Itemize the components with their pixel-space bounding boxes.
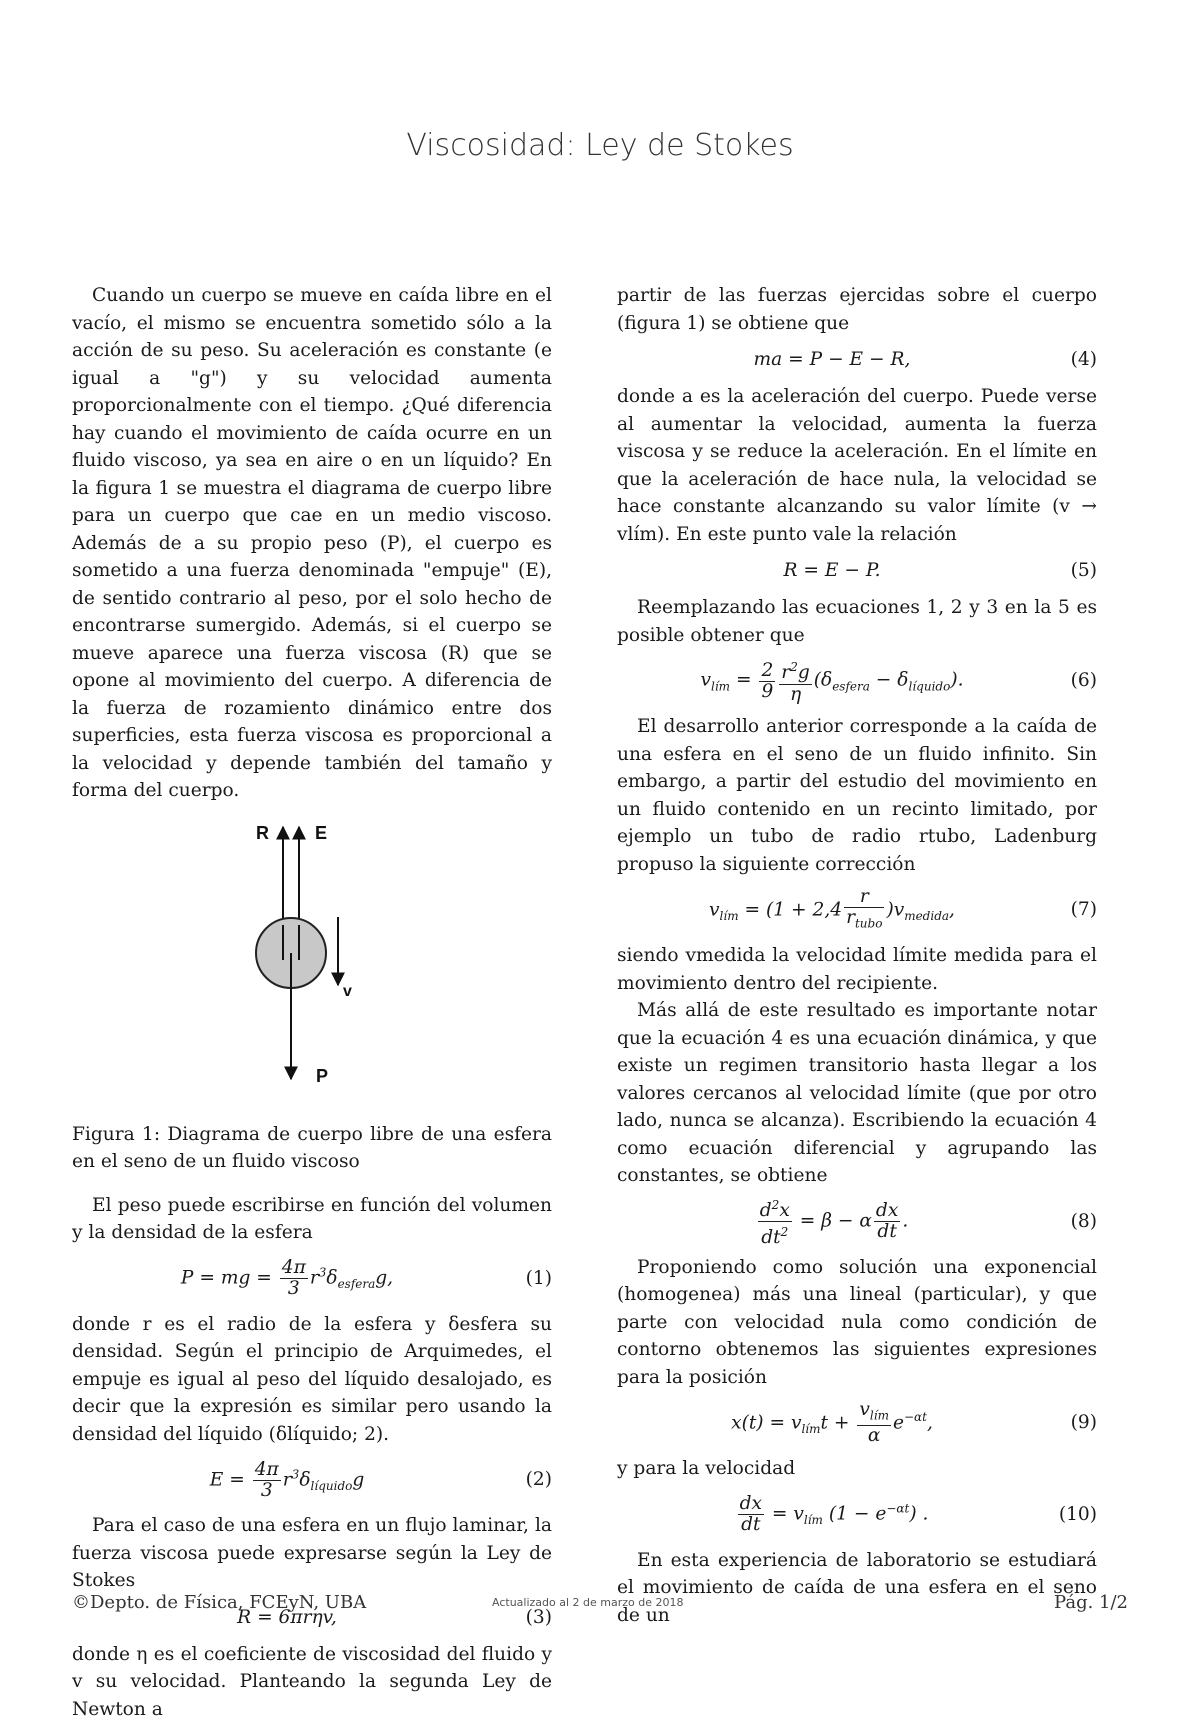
left-column xyxy=(72,282,552,1723)
equation-8-number: (8) xyxy=(1047,1208,1097,1236)
page-footer xyxy=(72,1592,1128,1622)
figure-1 xyxy=(72,805,552,1117)
solution-paragraph: Proponiendo como solución una exponencial (homogenea) más una lineal (particular), y que parte con velocidad nula como condición de contorno obtenemos las siguientes expresiones para la posición xyxy=(617,1254,1097,1392)
equation-4-number: (4) xyxy=(1047,346,1097,374)
equation-3: R = 6πrηv, (3) xyxy=(72,1595,552,1641)
equation-6-number: (6) xyxy=(1047,667,1097,695)
density-paragraph: donde r es el radio de la esfera y δesfera su densidad. Según el principio de Arquimedes, el empuje es igual al peso del líquido desalojado, es decir que la expresión es similar pero usando la densidad del líquido (δlíquido; 2). xyxy=(72,1311,552,1449)
label-p: P xyxy=(316,1066,328,1086)
equation-2: E = $\frac{4\pi}{3}$ $r^3\delta_{líquido}g$ (2) xyxy=(72,1448,552,1512)
equation-9-number: (9) xyxy=(1047,1409,1097,1437)
measured-velocity-paragraph: siendo vmedida la velocidad límite medida para el movimiento dentro del recipiente. xyxy=(617,942,1097,997)
replace-paragraph: Reemplazando las ecuaciones 1, 2 y 3 en la 5 es posible obtener que xyxy=(617,594,1097,649)
label-e: E xyxy=(315,823,327,843)
equation-3-number: (3) xyxy=(502,1604,552,1632)
transient-paragraph: Más allá de este resultado es importante notar que la ecuación 4 es una ecuación dinámica, y que existe un regimen transitorio hasta llegar a los valores cercanos al velocidad límite (que por otro lado, nunca se alcanza). Escribiendo la ecuación 4 como ecuación diferencial y agrupando las constantes, se obtiene xyxy=(617,997,1097,1190)
equation-10: $\frac{dx}{dt}$ = $v_{lím}$ $(1 - e^{-\alpha t})$ . (10) xyxy=(617,1483,1097,1547)
acceleration-paragraph: donde a es la aceleración del cuerpo. Puede verse al aumentar la velocidad, aumenta la fuerza viscosa y se reduce la aceleración. En el límite en que la aceleración de hace nula, la velocidad se hace constante alcanzando su valor límite (v → vlím). En este punto vale la relación xyxy=(617,383,1097,548)
equation-6: $v_{lím}$ = $\frac{2}{9}$ $\frac{r^2g}{\eta}$ $(\delta_{esfera} - \delta_{líquido})$. (6) xyxy=(617,649,1097,713)
figure-caption: Figura 1: Diagrama de cuerpo libre de una esfera en el seno de un fluido viscoso xyxy=(72,1121,552,1176)
page-title: Viscosidad: Ley de Stokes xyxy=(0,128,1200,163)
equation-7: $v_{lím} = (1 + 2,4$ $\frac{r}{r_{tubo}}$ )$v_{medida}$, (7) xyxy=(617,878,1097,942)
equation-5-number: (5) xyxy=(1047,557,1097,585)
equation-8: $\frac{d^2x}{dt^2}$ = β − α $\frac{dx}{dt}$ . (8) xyxy=(617,1190,1097,1254)
continuation-paragraph: partir de las fuerzas ejercidas sobre el cuerpo (figura 1) se obtiene que xyxy=(617,282,1097,337)
equation-9: $x(t) = v_{lím}t$ + $\frac{v_{lím}}{\alpha}$ $e^{-\alpha t}$, (9) xyxy=(617,1391,1097,1455)
equation-4: ma = P − E − R, (4) xyxy=(617,337,1097,383)
lab-paragraph: En esta experiencia de laboratorio se estudiará el movimiento de caída de una esfera en el seno de un xyxy=(617,1547,1097,1630)
velocity-intro-paragraph: y para la velocidad xyxy=(617,1455,1097,1483)
label-r: R xyxy=(256,823,269,843)
footer-page-number: Pág. 1/2 xyxy=(1054,1592,1128,1613)
stokes-paragraph: Para el caso de una esfera en un flujo laminar, la fuerza viscosa puede expresarse según la Ley de Stokes xyxy=(72,1512,552,1595)
equation-10-number: (10) xyxy=(1047,1501,1097,1529)
equation-7-number: (7) xyxy=(1047,896,1097,924)
intro-paragraph: Cuando un cuerpo se mueve en caída libre en el vacío, el mismo se encuentra sometido sólo a la acción de su peso. Su aceleración es constante (e igual a "g") y su velocidad aumenta proporcionalmente con el tiempo. ¿Qué diferencia hay cuando el movimiento de caída ocurre en un fluido viscoso, ya sea en aire o en un líquido? En la figura 1 se muestra el diagrama de cuerpo libre para un cuerpo que cae en un medio viscoso. Además de a su propio peso (P), el cuerpo es sometido a una fuerza denominada "empuje" (E), de sentido contrario al peso, por el solo hecho de encontrarse sumergido. Además, si el cuerpo se mueve aparece una fuerza viscosa (R) que se opone al movimiento del cuerpo. A diferencia de la fuerza de rozamiento dinámico entre dos superficies, esta fuerza viscosa es proporcional a la velocidad y depende también del tamaño y forma del cuerpo. xyxy=(72,282,552,805)
footer-updated: Actualizado al 2 de marzo de 2018 xyxy=(492,1596,684,1609)
equation-1: P = mg = $\frac{4\pi}{3}$ $r^3\delta_{esfera}g$, (1) xyxy=(72,1247,552,1311)
right-column xyxy=(617,282,1097,1629)
free-body-diagram xyxy=(72,805,552,1117)
weight-paragraph: El peso puede escribirse en función del volumen y la densidad de la esfera xyxy=(72,1192,552,1247)
label-v: v xyxy=(343,983,352,1000)
ladenburg-paragraph: El desarrollo anterior corresponde a la caída de una esfera en el seno de un fluido infinito. Sin embargo, a partir del estudio del movimiento en un fluido contenido en un recinto limitado, por ejemplo un tubo de radio rtubo, Ladenburg propuso la siguiente corrección xyxy=(617,713,1097,878)
equation-2-number: (2) xyxy=(502,1466,552,1494)
newton-paragraph: donde η es el coeficiente de viscosidad del fluido y v su velocidad. Planteando la segunda Ley de Newton a xyxy=(72,1641,552,1723)
equation-5: R = E − P. (5) xyxy=(617,548,1097,594)
equation-1-number: (1) xyxy=(502,1265,552,1293)
footer-copyright: ©Depto. de Física, FCEyN, UBA xyxy=(72,1592,366,1613)
